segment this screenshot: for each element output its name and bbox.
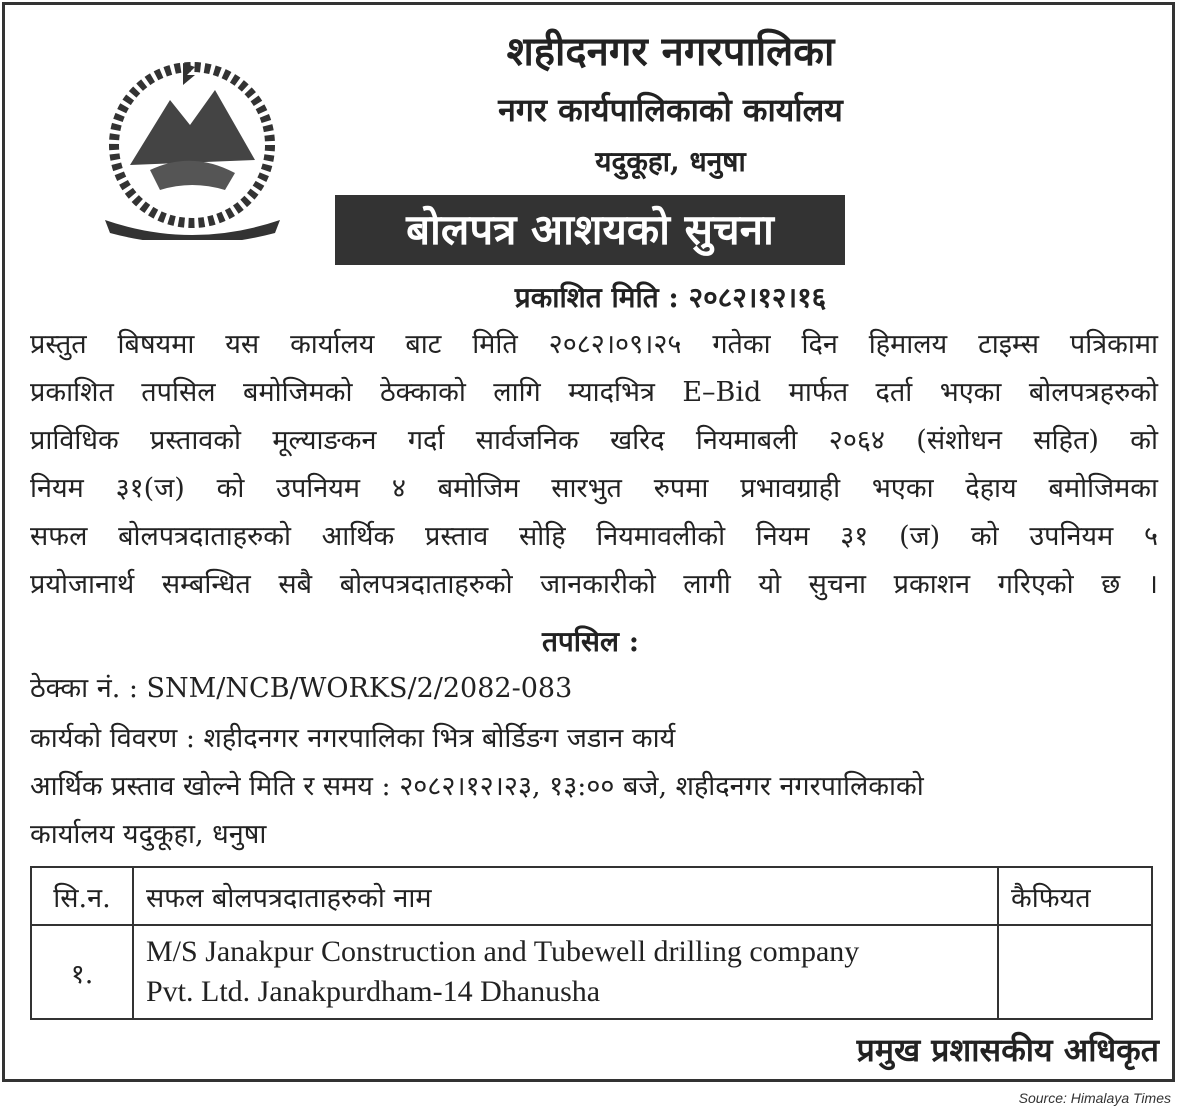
successful-bidders-table (30, 866, 1153, 1020)
row-remarks (998, 925, 1152, 1019)
opening-location: कार्यालय यदुकूहा, धनुषा (30, 819, 267, 850)
published-date: प्रकाशित मिति : २०८२।१२।१६ (514, 281, 827, 314)
office-name: नगर कार्यपालिकाको कार्यालय (498, 91, 843, 129)
row-name (133, 925, 998, 1019)
source-credit: Source: Himalaya Times (1018, 1090, 1171, 1106)
row-sn: १. (31, 925, 133, 1019)
opening-date-time: आर्थिक प्रस्ताव खोल्ने मिति र समय : २०८२।१२।२३, १३:०० बजे, शहीदनगर नगरपालिकाको (30, 771, 924, 802)
work-description: कार्यको विवरण : शहीदनगर नगरपालिका भित्र बोर्डिङग जडान कार्य (30, 723, 676, 754)
contract-number: ठेक्का नं. : SNM/NCB/WORKS/2/2082-083 (30, 673, 573, 704)
table-header-row (31, 867, 1152, 925)
row-name-line1: M/S Janakpur Construction and Tubewell drilling company (146, 935, 860, 968)
header-sn: सि.न. (31, 867, 133, 925)
row-name-line2: Pvt. Ltd. Janakpurdham-14 Dhanusha (146, 975, 601, 1008)
paragraph-line: नियम ३१(ज) को उपनियम ४ बमोजिम सारभुत रुपमा प्रभावग्राही भएका देहाय बमोजिमका (30, 473, 1158, 504)
notice-title: बोलपत्र आशयको सुचना (335, 195, 845, 265)
paragraph-line: प्रकाशित तपसिल बमोजिमको ठेक्काको लागि म्यादभित्र E–Bid मार्फत दर्ता भएका बोलपत्रहरुको (30, 377, 1158, 408)
paragraph-line: प्रस्तुत बिषयमा यस कार्यालय बाट मिति २०८२।०९।२५ गतेका दिन हिमालय टाइम्स पत्रिकामा (30, 329, 1158, 360)
tapsil-heading: तपसिल : (541, 625, 640, 658)
paragraph-line: सफल बोलपत्रदाताहरुको आर्थिक प्रस्ताव सोहि नियमावलीको नियम ३१ (ज) को उपनियम ५ (30, 521, 1158, 552)
table-row (31, 925, 1152, 1019)
paragraph-line: प्रयोजानार्थ सम्बन्धित सबै बोलपत्रदाताहरुको जानकारीको लागी यो सुचना प्रकाशन गरिएको छ । (30, 569, 1158, 600)
municipality-name: शहीदनगर नगरपालिका (506, 28, 835, 75)
header-remarks: कैफियत (998, 867, 1152, 925)
paragraph-line: प्राविधिक प्रस्तावको मूल्याङकन गर्दा सार्वजनिक खरिद नियमाबली २०६४ (संशोधन सहित) को (30, 425, 1158, 456)
office-location: यदुकूहा, धनुषा (595, 145, 746, 178)
signatory-title: प्रमुख प्रशासकीय अधिकृत (856, 1031, 1159, 1069)
header-name: सफल बोलपत्रदाताहरुको नाम (133, 867, 998, 925)
